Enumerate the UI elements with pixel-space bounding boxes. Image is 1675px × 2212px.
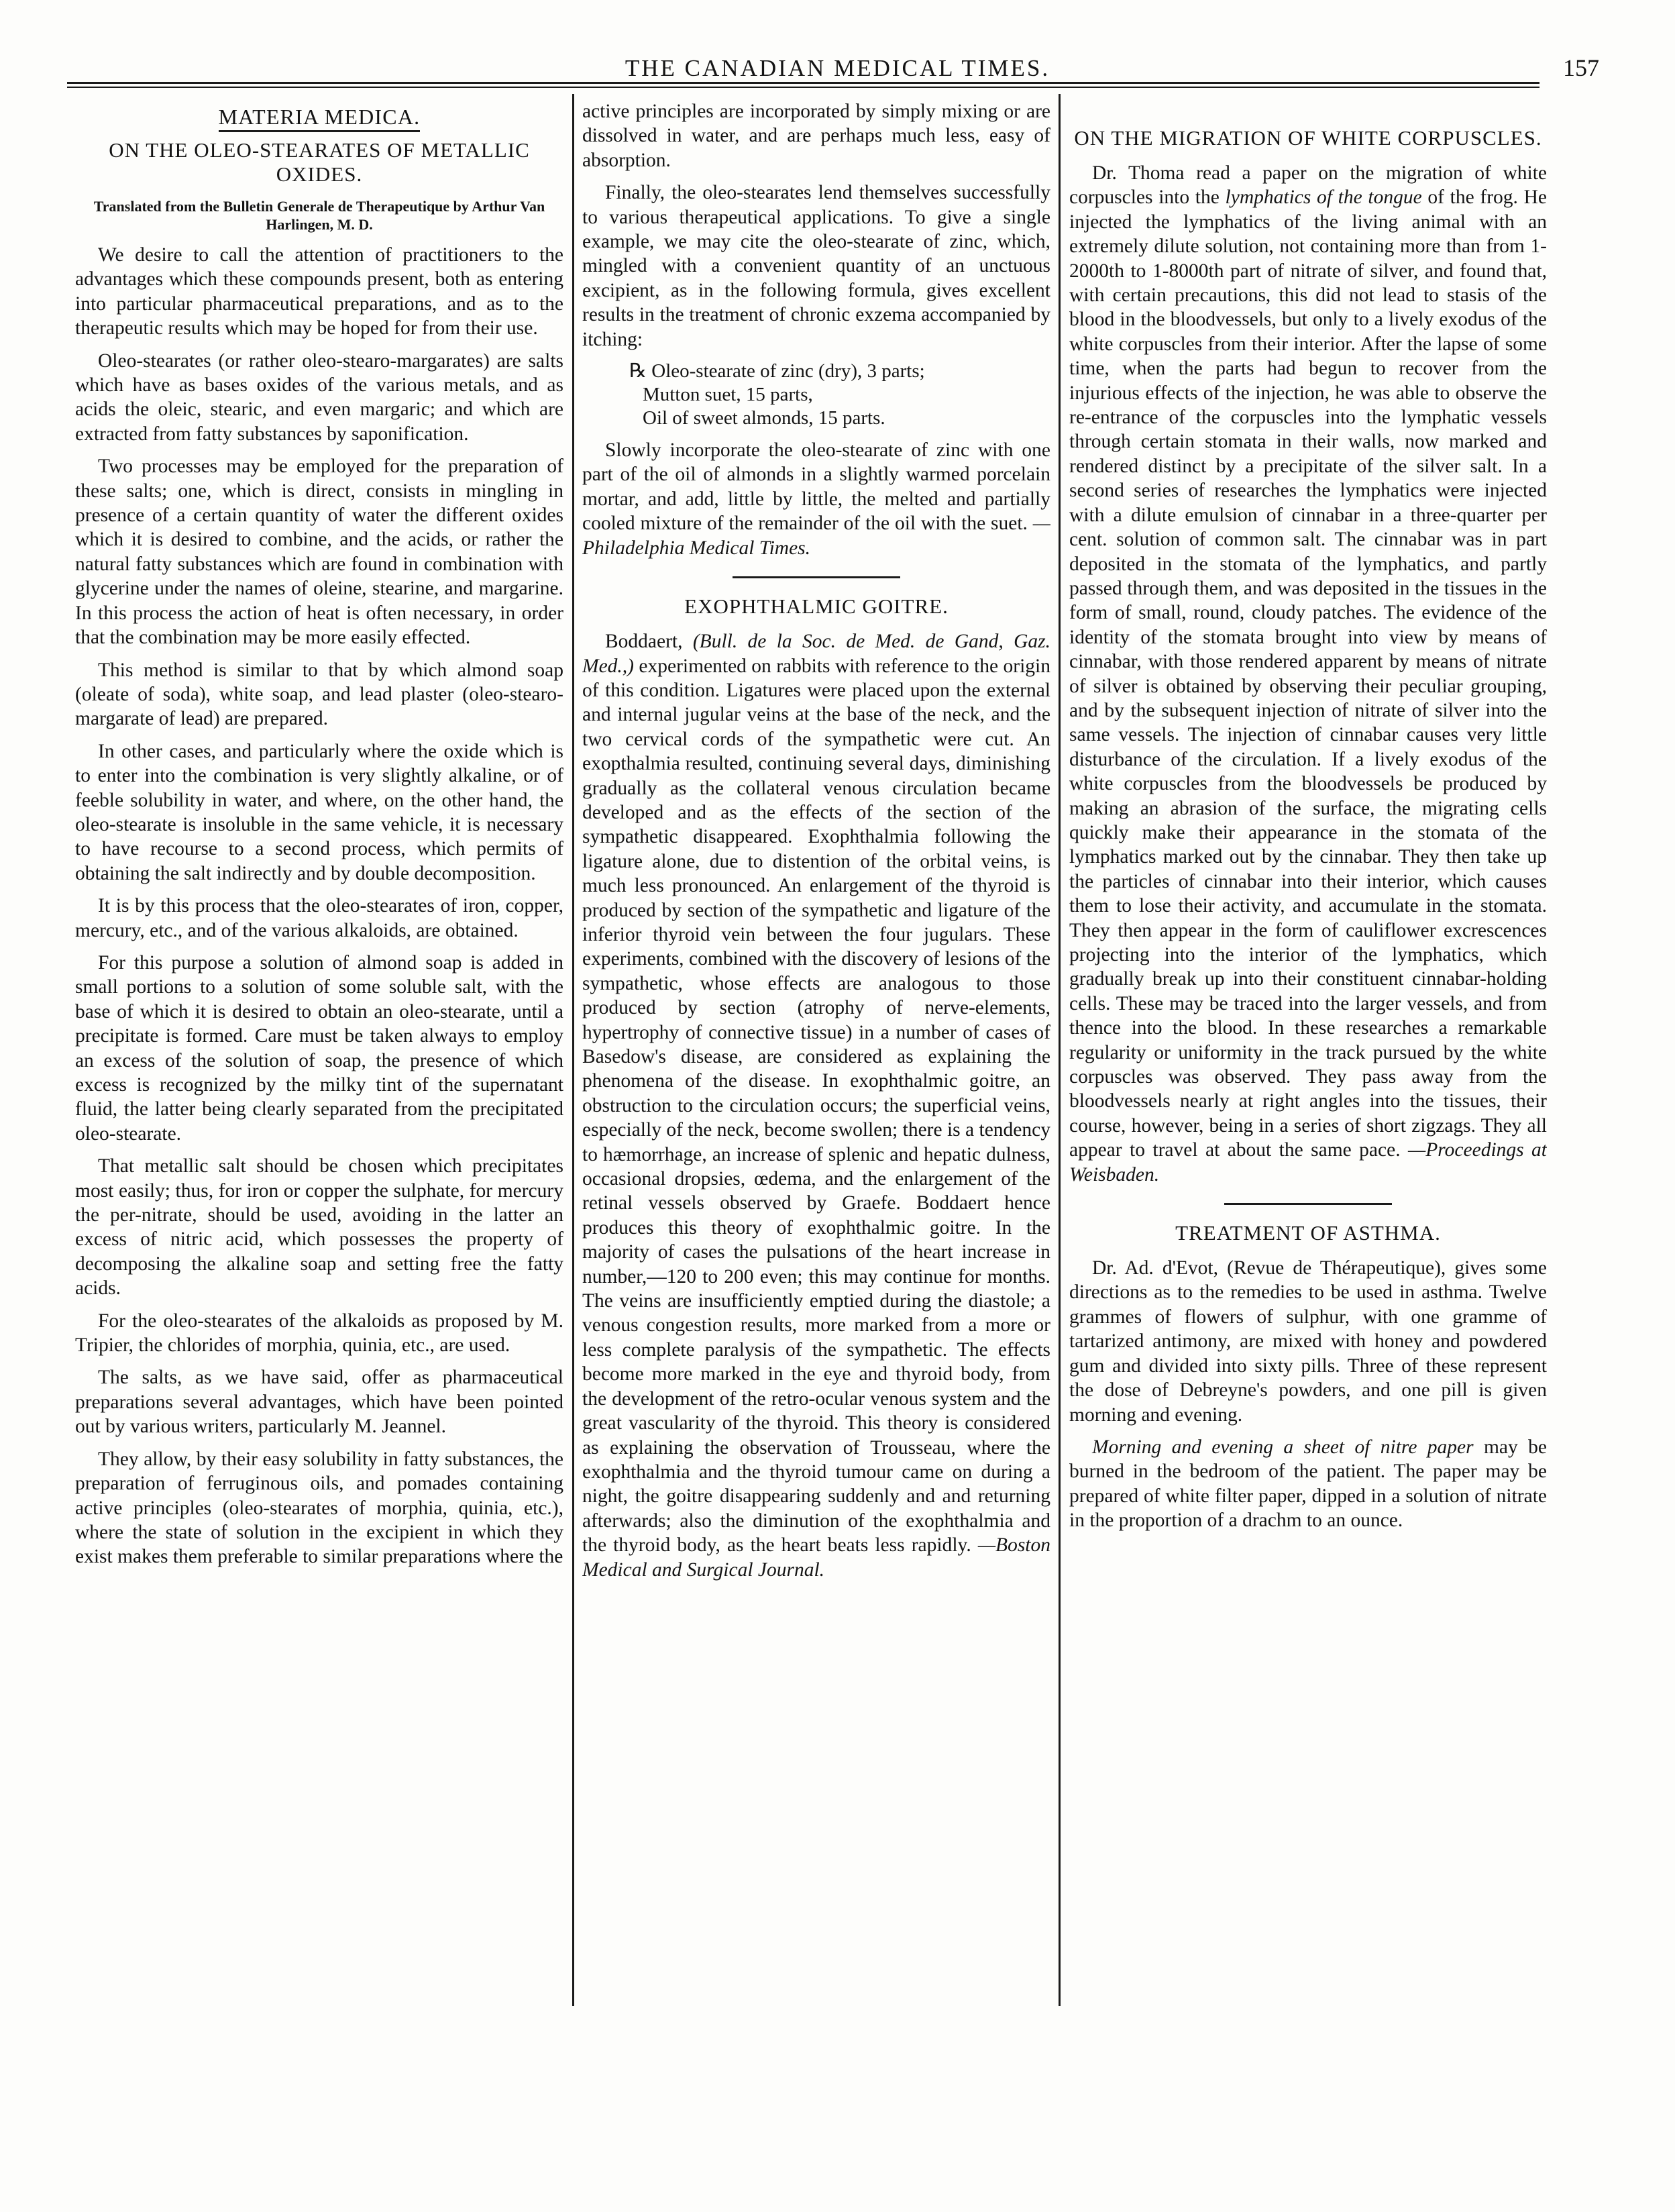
asthma-italic: Morning and evening a sheet of nitre paper [1092, 1436, 1474, 1458]
recipe-line: Oil of sweet almonds, 15 parts. [643, 407, 885, 429]
oleo-paragraph: Oleo-stearates (or rather oleo-stearo-margarates) are salts which have as bases oxides of the various metals, and as acids the oleic, stearic, and even margaric; and which are extracted from fatty substances by saponification. [75, 350, 563, 445]
article-title-exophthalmic-goitre: EXOPHTHALMIC GOITRE. [684, 594, 949, 619]
oleo-paragraph: We desire to call the attention of practitioners to the advantages which these compounds present, both as entering into particular pharmaceutical preparations, and as to the therapeutic results which may be hoped for from their use. [75, 244, 563, 339]
header-rule-top [67, 82, 1539, 84]
migration-source: —Proceedings at Weisbaden. [1069, 1139, 1547, 1186]
column-3 [1069, 99, 1547, 2125]
column-2 [582, 99, 1050, 2125]
section-heading-materia-medica: MATERIA MEDICA. [75, 105, 563, 129]
migration-italic: lymphatics of the tongue [1225, 187, 1422, 209]
migration-paragraph [1069, 161, 1547, 1187]
goitre-citation: (Bull. de la Soc. de Med. de Gand, Gaz. Med.,) [582, 631, 1050, 677]
oleo-paragraph: In other cases, and particularly where the oxide which is to enter into the combination is very slightly alkaline, or of feeble solubility in water, and where, on the other hand, the oleo-stearate is insoluble in the same vehicle, it is necessary to have recourse to a second process, which permits of obtaining the salt indirectly and by double decomposition. [75, 740, 563, 884]
oleo-paragraph: For this purpose a solution of almond soap is added in small portions to a solution of some soluble salt, with the base of which it is desired to obtain an oleo-stearate, until a precipitate is formed. Care must be taken always to employ an excess of the solution of soap, the presence of which excess is recognized by the milky tint of the supernatant fluid, the latter being clearly separated from the precipitated oleo-stearate. [75, 951, 563, 1145]
goitre-text: experimented on rabbits with reference to the origin of this condition. Ligatures were placed upon the external and internal jugular veins at the base of the neck, and the two cervical cords of the sympathetic were cut. An exopthalmia resulted, continuing several days, diminishing gradually as the collateral venous circulation became developed and as the effects of the section of the sympathetic disappeared. Exophthalmia following the ligature alone, due to distention of the orbital veins, is much less pronounced. An enlargement of the thyroid is produced by section of the sympathetic and ligature of the inferior thyroid vein between the four jugulars. These experiments, combined with the discovery of lesions of the sympathetic, whose effects are analogous to those produced by section (atrophy of nerve-elements, hypertrophy of connective tissue) in a number of cases of Basedow's disease, are considered as explaining the phenomena of the disease. In exophthalmic goitre, an obstruction to the circulation occurs; the superficial veins, especially of the neck, become swollen; there is a tendency to hæmorrhage, an increase of splenic and hepatic dulness, occasional dropsies, œdema, and the enlargement of the retinal vessels observed by Graefe. Boddaert hence produces this theory of exophthalmic goitre. In the majority of cases the pulsations of the heart increase in number,—120 to 200 even; this may continue for months. The veins are insufficiently emptied during the diastole; a venous congestion results, more marked from a more or less complete paralysis of the sympathetic. The effects become more marked in the eye and thyroid body, from the development of the retro-ocular venous system and the great vascularity of the thyroid. This theory is considered as explaining the observation of Trousseau, where the exophthalmia and the thyroid tumour came on during a night, the goitre disappearing suddenly and and returning afterwards; also the diminution of the exophthalmia and the thyroid body, as the heart beats less rapidly. [582, 655, 1050, 1557]
goitre-lead: Boddaert, [605, 631, 683, 653]
oleo-slowly-paragraph [582, 438, 1050, 560]
column-rule-2 [1059, 94, 1061, 2006]
article-title-migration: ON THE MIGRATION OF WHITE CORPUSCLES. [1074, 126, 1542, 150]
oleo-paragraph: The salts, as we have said, offer as pharmaceutical preparations several advantages, which have been pointed out by various writers, particularly M. Jeannel. [75, 1367, 563, 1438]
translation-note: Translated from the Bulletin Generale de Therapeutique by Arthur Van Harlingen, M. D. [93, 198, 545, 233]
migration-text: of the frog. He injected the lymphatics of the living animal with an extremely dilute solution, not containing more than from 1-2000th to 1-8000th part of nitrate of silver, and found that, with certain precautions, this did not lead to stasis of the blood in the bloodvessels, but only to a lively exodus of the white corpuscles from their interior. After the lapse of some time, when the parts had begun to recover from the injurious effects of the injection, he was able to observe the re-entrance of the corpuscles into the lymphatic vessels through certain stomata in their walls, now marked and rendered distinct by a precipitate of the silver salt. In a second series of researches the lymphatics were injected with a dilute emulsion of cinnabar in a three-quarter per cent. solution of common salt. The cinnabar was in part deposited in the stomata of the lymphatics, and partly passed through them, and was deposited in the tissues in the form of small, round, cloudy patches. The evidence of the identity of the stomata brought into view by means of cinnabar, with those rendered apparent by means of nitrate of silver is obtained by observing their peculiar grouping, and by the subsequent injection of nitrate of silver into the same vessels. The injection of cinnabar causes very little disturbance of the circulation. If a lively exodus of the white corpuscles from the bloodvessels be produced by making an abrasion of the surface, the migrating cells quickly make their appearance in the stomata of the lymphatics marked out by the cinnabar. They then take up the particles of cinnabar into their interior, which causes them to lose their activity, and accumulate in the stomata. They then appear in the form of cauliflower excrescences projecting into the interior of the lymphatics, which gradually break up into their constituent cinnabar-holding cells. These may be traced into the larger vessels, and from thence into the blood. In these researches a remarkable regularity or uniformity in the track pursued by the white corpuscles was observed. They pass away from the bloodvessels nearly at right angles into the tissues, their course, however, being in a series of short zigzags. They all appear to travel at about the same pace. [1069, 187, 1547, 1161]
goitre-source: —Boston Medical and Surgical Journal. [582, 1534, 1050, 1581]
page-header-title: THE CANADIAN MEDICAL TIMES. [625, 55, 1050, 81]
asthma-text: may be burned in the bedroom of the patient. The paper may be prepared of white filter paper, dipped in a solution of nitrate in the proportion of a drachm to an ounce. [1069, 1436, 1547, 1532]
page-number: 157 [1563, 54, 1599, 81]
recipe-line: ℞ Oleo-stearate of zinc (dry), 3 parts; [629, 360, 925, 382]
section-divider-rule [1224, 1203, 1392, 1205]
slowly-text: Slowly incorporate the oleo-stearate of zinc with one part of the oil of almonds in a slightly warmed porcelain mortar, and add, little by little, the melted and partially cooled mixture of the remainder of the oil with the suet. [582, 439, 1050, 535]
oleo-paragraph: For the oleo-stearates of the alkaloids as proposed by M. Tripier, the chlorides of morphia, quinia, etc., are used. [75, 1310, 563, 1357]
zinc-recipe [629, 360, 1050, 430]
migration-lead: Dr. Thoma read a paper on the migration of white corpuscles into the [1069, 162, 1547, 209]
oleo-paragraph: Two processes may be employed for the preparation of these salts; one, which is direct, consists in mingling in presence of a certain quantity of water the different oxides which it is desired to combine, and the acids, or rather the natural fatty substances which are found in combination with glycerine under the names of oleine, stearine, and margarine. In this process the action of heat is often necessary, in order that the combination may be more easily effected. [75, 456, 563, 649]
header-rule-bottom [67, 87, 1539, 88]
column-rule-1 [572, 94, 574, 2006]
section-divider-rule [733, 576, 900, 578]
oleo-paragraph: It is by this process that the oleo-stearates of iron, copper, mercury, etc., and of the various alkaloids, are obtained. [75, 895, 563, 941]
slowly-source: —Philadelphia Medical Times. [582, 513, 1050, 559]
oleo-paragraph: This method is similar to that by which almond soap (oleate of soda), white soap, and lead plaster (oleo-stearo-margarate of lead) are prepared. [75, 659, 563, 730]
oleo-paragraph: That metallic salt should be chosen which precipitates most easily; thus, for iron or copper the sulphate, for mercury the per-nitrate, should be used, avoiding in the latter an excess of nitric acid, which possesses the property of decomposing the alkaline soap and setting free the fatty acids. [75, 1155, 563, 1300]
asthma-paragraph [1069, 1435, 1547, 1533]
asthma-paragraph: Dr. Ad. d'Evot, (Revue de Thérapeutique), gives some directions as to the remedies to be used in asthma. Twelve grammes of flowers of sulphur, with one gramme of tartarized antimony, are mixed with honey and powdered gum and divided into sixty pills. Three of these represent the dose of Debreyne's powders, and one pill is given morning and evening. [1069, 1257, 1547, 1426]
oleo-paragraph: They allow, by their easy solubility in fatty substances, the preparation of ferruginous oils, and pomades containing active principles (oleo-stearates of morphia, quinia, etc.), where the state of solution in the excipient in which they exist makes them preferable to similar preparations where the [75, 1448, 563, 1568]
recipe-line: Mutton suet, 15 parts, [643, 384, 813, 406]
article-title-oleo-stearates: ON THE OLEO-STEARATES OF METALLIC OXIDES. [109, 138, 530, 186]
oleo-continued-paragraph: active principles are incorporated by simply mixing or are dissolved in water, and are perhaps much less, easy of absorption. [582, 101, 1050, 171]
article-title-asthma: TREATMENT OF ASTHMA. [1175, 1221, 1441, 1245]
column-1 [75, 99, 563, 2125]
oleo-finally-paragraph: Finally, the oleo-stearates lend themselves successfully to various therapeutical applications. To give a single example, we may cite the oleo-stearate of zinc, which, mingled with a convenient quantity of an unctuous excipient, as in the following formula, gives excellent results in the treatment of chronic exzema accompanied by itching: [582, 182, 1050, 350]
goitre-paragraph [582, 629, 1050, 1582]
